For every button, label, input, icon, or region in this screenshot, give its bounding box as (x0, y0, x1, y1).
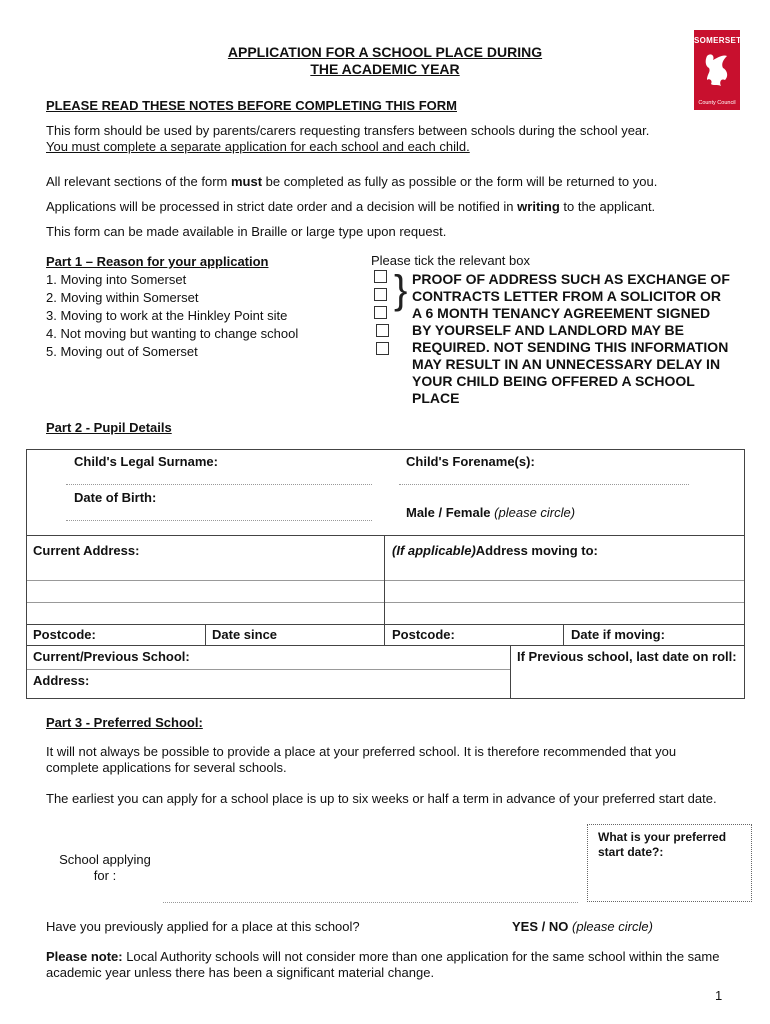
please-note-text: Local Authority schools will not consider more than one application for the same school within the same academic year unless there has been a significant material change. (46, 949, 720, 980)
school-applying-field[interactable] (163, 902, 578, 903)
dob-label: Date of Birth: (74, 490, 157, 505)
notes-heading: PLEASE READ THESE NOTES BEFORE COMPLETING THIS FORM (46, 98, 457, 113)
moving-address-label (392, 543, 598, 558)
reason-item-4: 4. Not moving but wanting to change school (46, 326, 299, 341)
postcode-label: Postcode: (33, 627, 96, 642)
part2-heading: Part 2 - Pupil Details (46, 420, 172, 435)
gender-options: Male / Female (406, 505, 491, 520)
tick-instruction: Please tick the relevant box (371, 253, 530, 268)
page-number: 1 (715, 988, 723, 1003)
proof-of-address-notice: PROOF OF ADDRESS SUCH AS EXCHANGE OF CONTRACTS LETTER FROM A SOLICITOR OR A 6 MONTH TENANCY AGREEMENT SIGNED BY YOURSELF AND LANDLORD MAY BE REQUIRED. NOT SENDING THIS INFORMATION MAY RESULT IN AN UNNECESSARY DELAY IN YOUR CHILD BEING OFFERED A SCHOOL PLACE (412, 271, 730, 406)
date-moving-label: Date if moving: (571, 627, 665, 642)
preferred-start-date-label: What is your preferred start date?: (598, 830, 727, 859)
address-line-2[interactable] (27, 602, 744, 603)
reason-checkbox-1[interactable] (374, 270, 387, 283)
date-since-label: Date since (212, 627, 278, 642)
notes-text-3b: to the applicant. (559, 199, 656, 214)
reason-item-2: 2. Moving within Somerset (46, 290, 199, 305)
dragon-icon (701, 50, 733, 90)
current-school-label: Current/Previous School: (33, 649, 190, 664)
reason-checkbox-5[interactable] (376, 342, 389, 355)
notes-paragraph-1 (46, 123, 736, 155)
brace-icon: } (394, 268, 408, 312)
address-line-1[interactable] (27, 580, 744, 581)
school-applying-label: School applying for : (59, 852, 151, 883)
notes-paragraph-2 (46, 174, 736, 190)
notes-text-1-underlined: You must complete a separate application for each school and each child. (46, 139, 470, 154)
reason-item-3: 3. Moving to work at the Hinkley Point site (46, 308, 288, 323)
gender-note: (please circle) (494, 505, 576, 520)
forename-field[interactable] (399, 484, 689, 485)
yes-no-options[interactable] (512, 919, 653, 934)
moving-address-prefix: (If applicable) (392, 543, 476, 558)
part3-paragraph-1: It will not always be possible to provide a place at your preferred school. It is therefore recommended that you complete applications for several schools. (46, 744, 677, 775)
notes-text-3-bold: writing (517, 199, 560, 214)
part3-heading (46, 715, 203, 730)
reason-item-5: 5. Moving out of Somerset (46, 344, 198, 359)
surname-label: Child's Legal Surname: (74, 454, 218, 469)
part3-paragraph-2: The earliest you can apply for a school place is up to six weeks or half a term in advance of your preferred start date. (46, 791, 717, 806)
last-date-label: If Previous school, last date on roll: (517, 649, 737, 664)
dob-field[interactable] (66, 520, 372, 521)
notes-text-2-bold: must (230, 174, 263, 189)
school-address-label: Address: (33, 673, 90, 688)
notes-paragraph-3 (46, 199, 736, 215)
reason-checkbox-4[interactable] (376, 324, 389, 337)
surname-field[interactable] (66, 484, 372, 485)
preferred-start-date-box[interactable] (587, 824, 752, 902)
pupil-details-table (26, 449, 745, 699)
yes-no-text: YES / NO (512, 919, 569, 934)
part3-heading-colon: : (198, 715, 203, 730)
yes-no-note: (please circle) (571, 919, 653, 934)
notes-text-1: This form should be used by parents/carers requesting transfers between schools during the school year. (46, 123, 650, 138)
part3-heading-text: Part 3 - Preferred School (46, 715, 199, 730)
part1-section (46, 253, 298, 361)
notes-paragraph-4: This form can be made available in Braille or large type upon request. (46, 224, 447, 239)
current-address-label: Current Address: (33, 543, 140, 558)
reason-checkbox-3[interactable] (374, 306, 387, 319)
notes-text-3a: Applications will be processed in strict date order and a decision will be notified in (46, 199, 518, 214)
please-note-label: Please note: (46, 949, 123, 964)
part1-heading: Part 1 – Reason for your application (46, 254, 269, 269)
page-title-line-1: APPLICATION FOR A SCHOOL PLACE DURING (227, 44, 543, 60)
previously-applied-question: Have you previously applied for a place at this school? (46, 919, 360, 934)
reason-item-1: 1. Moving into Somerset (46, 272, 187, 287)
forename-label: Child's Forename(s): (406, 454, 535, 469)
gender-field[interactable] (406, 505, 575, 520)
postcode-moving-label: Postcode: (392, 627, 455, 642)
notes-text-2a: All relevant sections of the form (46, 174, 231, 189)
logo-bottom-text: County Council (698, 100, 736, 106)
notes-text-2b: be completed as fully as possible or the form will be returned to you. (262, 174, 658, 189)
somerset-logo (694, 30, 740, 110)
page-title-line-2: THE ACADEMIC YEAR (310, 61, 460, 77)
reason-checkbox-2[interactable] (374, 288, 387, 301)
logo-top-text: SOMERSET (694, 36, 742, 45)
moving-address-text: Address moving to: (475, 543, 598, 558)
please-note-paragraph (46, 949, 736, 981)
